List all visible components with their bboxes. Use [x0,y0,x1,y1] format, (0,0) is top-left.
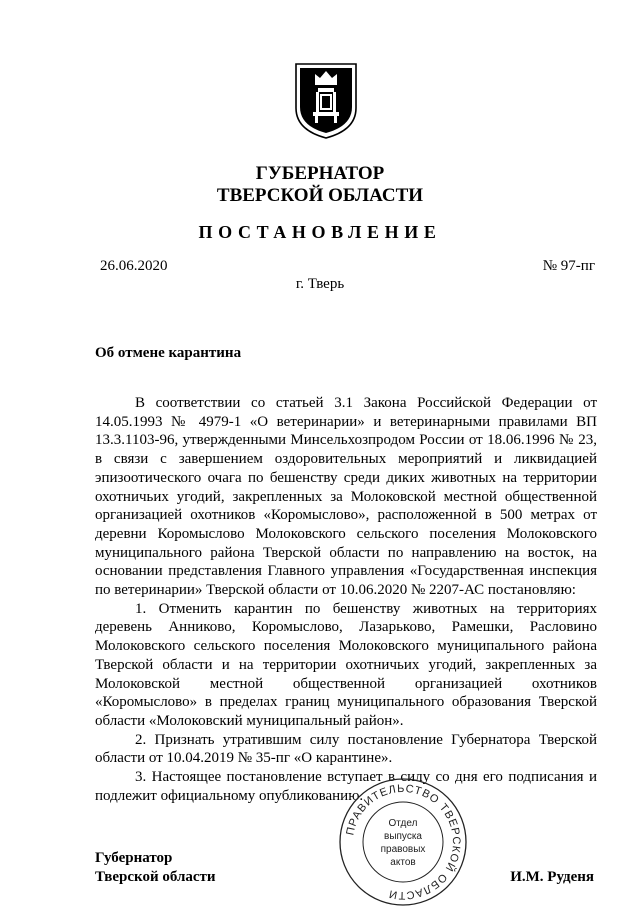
signatory-title-line-2: Тверской области [95,869,216,885]
document-subject: Об отмене карантина [95,345,242,361]
stamp-center-line: актов [390,857,416,868]
signatory-title-line-1: Губернатор [95,850,173,866]
organization-line-2: ТВЕРСКОЙ ОБЛАСТИ [216,185,424,206]
body-preamble: В соответствии со статьей 3.1 Закона Российской Федерации от 14.05.1993 № 4979-1 «О ветеринарии» и ветеринарными правилами ВП 13.3.1103-96, утвержденными Минсельхозпродом России от 18.06.1996 № 23, в связи с завершением оздоровительных мероприятий и ликвидацией эпизоотического очага по бешенству среди диких животных на территории охотничьих угодий, закрепленных за Молоковской местной общественной организацией охотников «Коромыслово», расположенной в 500 метрах от деревни Коромыслово Молоковского сельского поселения Молоковского муниципального района Тверской области по направлению на восток, на основании представления Главного управления «Государственная инспекция по ветеринарии» Тверской области от 10.06.2020 № 2207-АС постановляю: [95,395,597,599]
document-number: № 97-пг [542,258,595,274]
stamp-center-line: правовых [380,844,426,855]
body-item-1: 1. Отменить карантин по бешенству животных на территориях деревень Анниково, Коромыслово, Лазарьково, Рамешки, Расловино Молоковского сельского поселения Молоковского муниципального района Тверской области и на территории охотничьих угодий, закрепленных за Молоковской местной общественной организацией охотников «Коромыслово» в пределах границ муниципального образования Тверской области «Молоковский муниципальный район». [95,600,597,729]
document-type: ПОСТАНОВЛЕНИЕ [198,222,442,242]
document-date: 26.06.2020 [100,258,168,274]
stamp-center-line: выпуска [384,831,422,842]
document-body [95,394,597,805]
signatory-name: И.М. Руденя [510,869,594,885]
official-stamp [337,776,469,908]
stamp-ring-text: ПРАВИТЕЛЬСТВО ТВЕРСКОЙ ОБЛАСТИ [344,782,463,902]
coat-of-arms-icon [293,58,359,140]
organization-line-1: ГУБЕРНАТОР [255,163,385,184]
stamp-center-line: Отдел [388,818,418,829]
document-city: г. Тверь [295,276,345,292]
body-item-2: 2. Признать утратившим силу постановление Губернатора Тверской области от 10.04.2019 № 35-пг «О карантине». [95,731,597,767]
body-item-3: 3. Настоящее постановление вступает в силу со дня его подписания и подлежит официальному опубликованию. [95,769,597,804]
